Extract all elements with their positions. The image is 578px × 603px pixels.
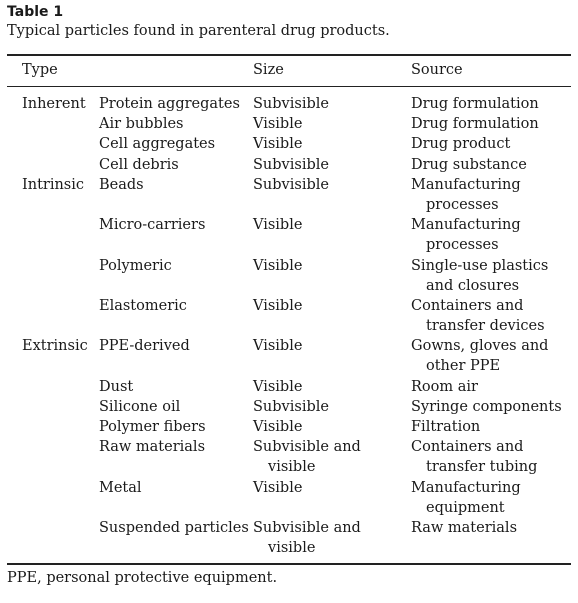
cell-source-line: Gowns, gloves and — [411, 338, 549, 355]
cell-particle: PPE-derived — [99, 338, 190, 355]
cell-size-line: Subvisible — [253, 156, 329, 173]
cell-source — [411, 518, 517, 538]
cell-particle: Protein aggregates — [99, 96, 240, 112]
cell-size-line: Visible — [253, 419, 303, 436]
cell-source-line: and closures — [426, 277, 520, 294]
cell-source-line: Raw materials — [411, 520, 518, 537]
cell-particle: Elastomeric — [99, 298, 187, 314]
cell-size-line: Visible — [253, 257, 303, 274]
cell-source — [411, 134, 510, 154]
cell-source-line: processes — [426, 237, 499, 254]
cell-size-line: Visible — [253, 479, 303, 496]
cell-size — [253, 397, 329, 417]
cell-source — [411, 397, 562, 417]
cell-source-line: Containers and — [411, 439, 524, 456]
header-size: Size — [253, 62, 284, 78]
cell-size — [253, 94, 329, 114]
cell-size — [253, 417, 302, 437]
cell-source-line: other PPE — [426, 358, 501, 375]
cell-source-line: equipment — [426, 499, 505, 516]
cell-size-line: Visible — [253, 217, 303, 234]
cell-size-line: Visible — [253, 136, 303, 153]
cell-particle: Beads — [99, 176, 144, 193]
cell-particle: Micro-carriers — [99, 217, 206, 234]
cell-source-line: Manufacturing — [411, 217, 521, 234]
cell-source-line: transfer tubing — [426, 459, 538, 476]
cell-particle: Suspended particles — [99, 520, 249, 537]
cell-size-line: Subvisible — [253, 399, 329, 415]
table-footnote: PPE, personal protective equipment. — [7, 570, 278, 586]
bottom-rule — [7, 563, 571, 565]
cell-source — [411, 175, 521, 215]
cell-size — [253, 155, 329, 175]
table-caption: Typical particles found in parenteral drug products. — [7, 23, 390, 39]
cell-source-line: processes — [426, 196, 499, 213]
cell-type: Intrinsic — [22, 176, 85, 193]
cell-size — [253, 114, 302, 134]
cell-size — [253, 478, 302, 498]
cell-size-line: Visible — [253, 298, 303, 314]
cell-source — [411, 296, 545, 336]
cell-source — [411, 256, 548, 296]
cell-source — [411, 417, 480, 437]
cell-source-line: Manufacturing — [411, 176, 521, 193]
cell-size — [253, 377, 302, 397]
cell-size-line: Subvisible — [253, 96, 329, 112]
cell-source-line: Syringe components — [411, 399, 562, 415]
cell-size-line: visible — [268, 540, 316, 557]
cell-source-line: Room air — [411, 378, 478, 395]
cell-source-line: Drug formulation — [411, 116, 539, 133]
cell-source-line: Filtration — [411, 419, 481, 436]
cell-particle: Polymeric — [99, 257, 172, 274]
header-rule — [7, 86, 571, 87]
cell-size-line: Subvisible — [253, 176, 329, 193]
cell-size — [253, 175, 329, 195]
cell-source — [411, 114, 539, 134]
cell-size — [253, 296, 302, 316]
cell-source-line: Drug formulation — [411, 96, 539, 112]
cell-size-line: Visible — [253, 378, 303, 395]
cell-source-line: Single-use plastics — [411, 257, 549, 274]
cell-size — [253, 215, 302, 235]
cell-particle: Silicone oil — [99, 399, 181, 415]
top-rule — [7, 54, 571, 56]
cell-size-line: Visible — [253, 116, 303, 133]
cell-size — [253, 134, 302, 154]
cell-source-line: Manufacturing — [411, 479, 521, 496]
cell-source — [411, 377, 478, 397]
cell-type: Inherent — [22, 96, 86, 112]
cell-source — [411, 155, 527, 175]
cell-size-line: Subvisible and — [253, 520, 361, 537]
cell-size-line: visible — [268, 459, 316, 476]
cell-particle: Cell debris — [99, 156, 179, 173]
cell-source-line: Drug product — [411, 136, 511, 153]
cell-particle: Air bubbles — [99, 116, 184, 133]
cell-source-line: transfer devices — [426, 318, 545, 334]
cell-particle: Raw materials — [99, 439, 206, 456]
cell-particle: Metal — [99, 479, 142, 496]
cell-size — [253, 256, 302, 276]
cell-source-line: Containers and — [411, 298, 524, 314]
cell-source — [411, 94, 539, 114]
header-source: Source — [411, 62, 463, 78]
cell-size-line: Visible — [253, 338, 303, 355]
cell-source — [411, 215, 521, 255]
cell-source-line: Drug substance — [411, 156, 527, 173]
cell-particle: Dust — [99, 378, 134, 395]
cell-type: Extrinsic — [22, 338, 88, 355]
cell-source — [411, 336, 548, 376]
cell-size — [253, 336, 302, 356]
cell-size — [253, 518, 361, 558]
cell-size — [253, 437, 361, 477]
cell-size-line: Subvisible and — [253, 439, 361, 456]
cell-source — [411, 437, 537, 477]
header-type: Type — [22, 62, 58, 78]
cell-source — [411, 478, 521, 518]
table-label: Table 1 — [7, 4, 64, 20]
cell-particle: Polymer fibers — [99, 419, 206, 436]
cell-particle: Cell aggregates — [99, 136, 216, 153]
